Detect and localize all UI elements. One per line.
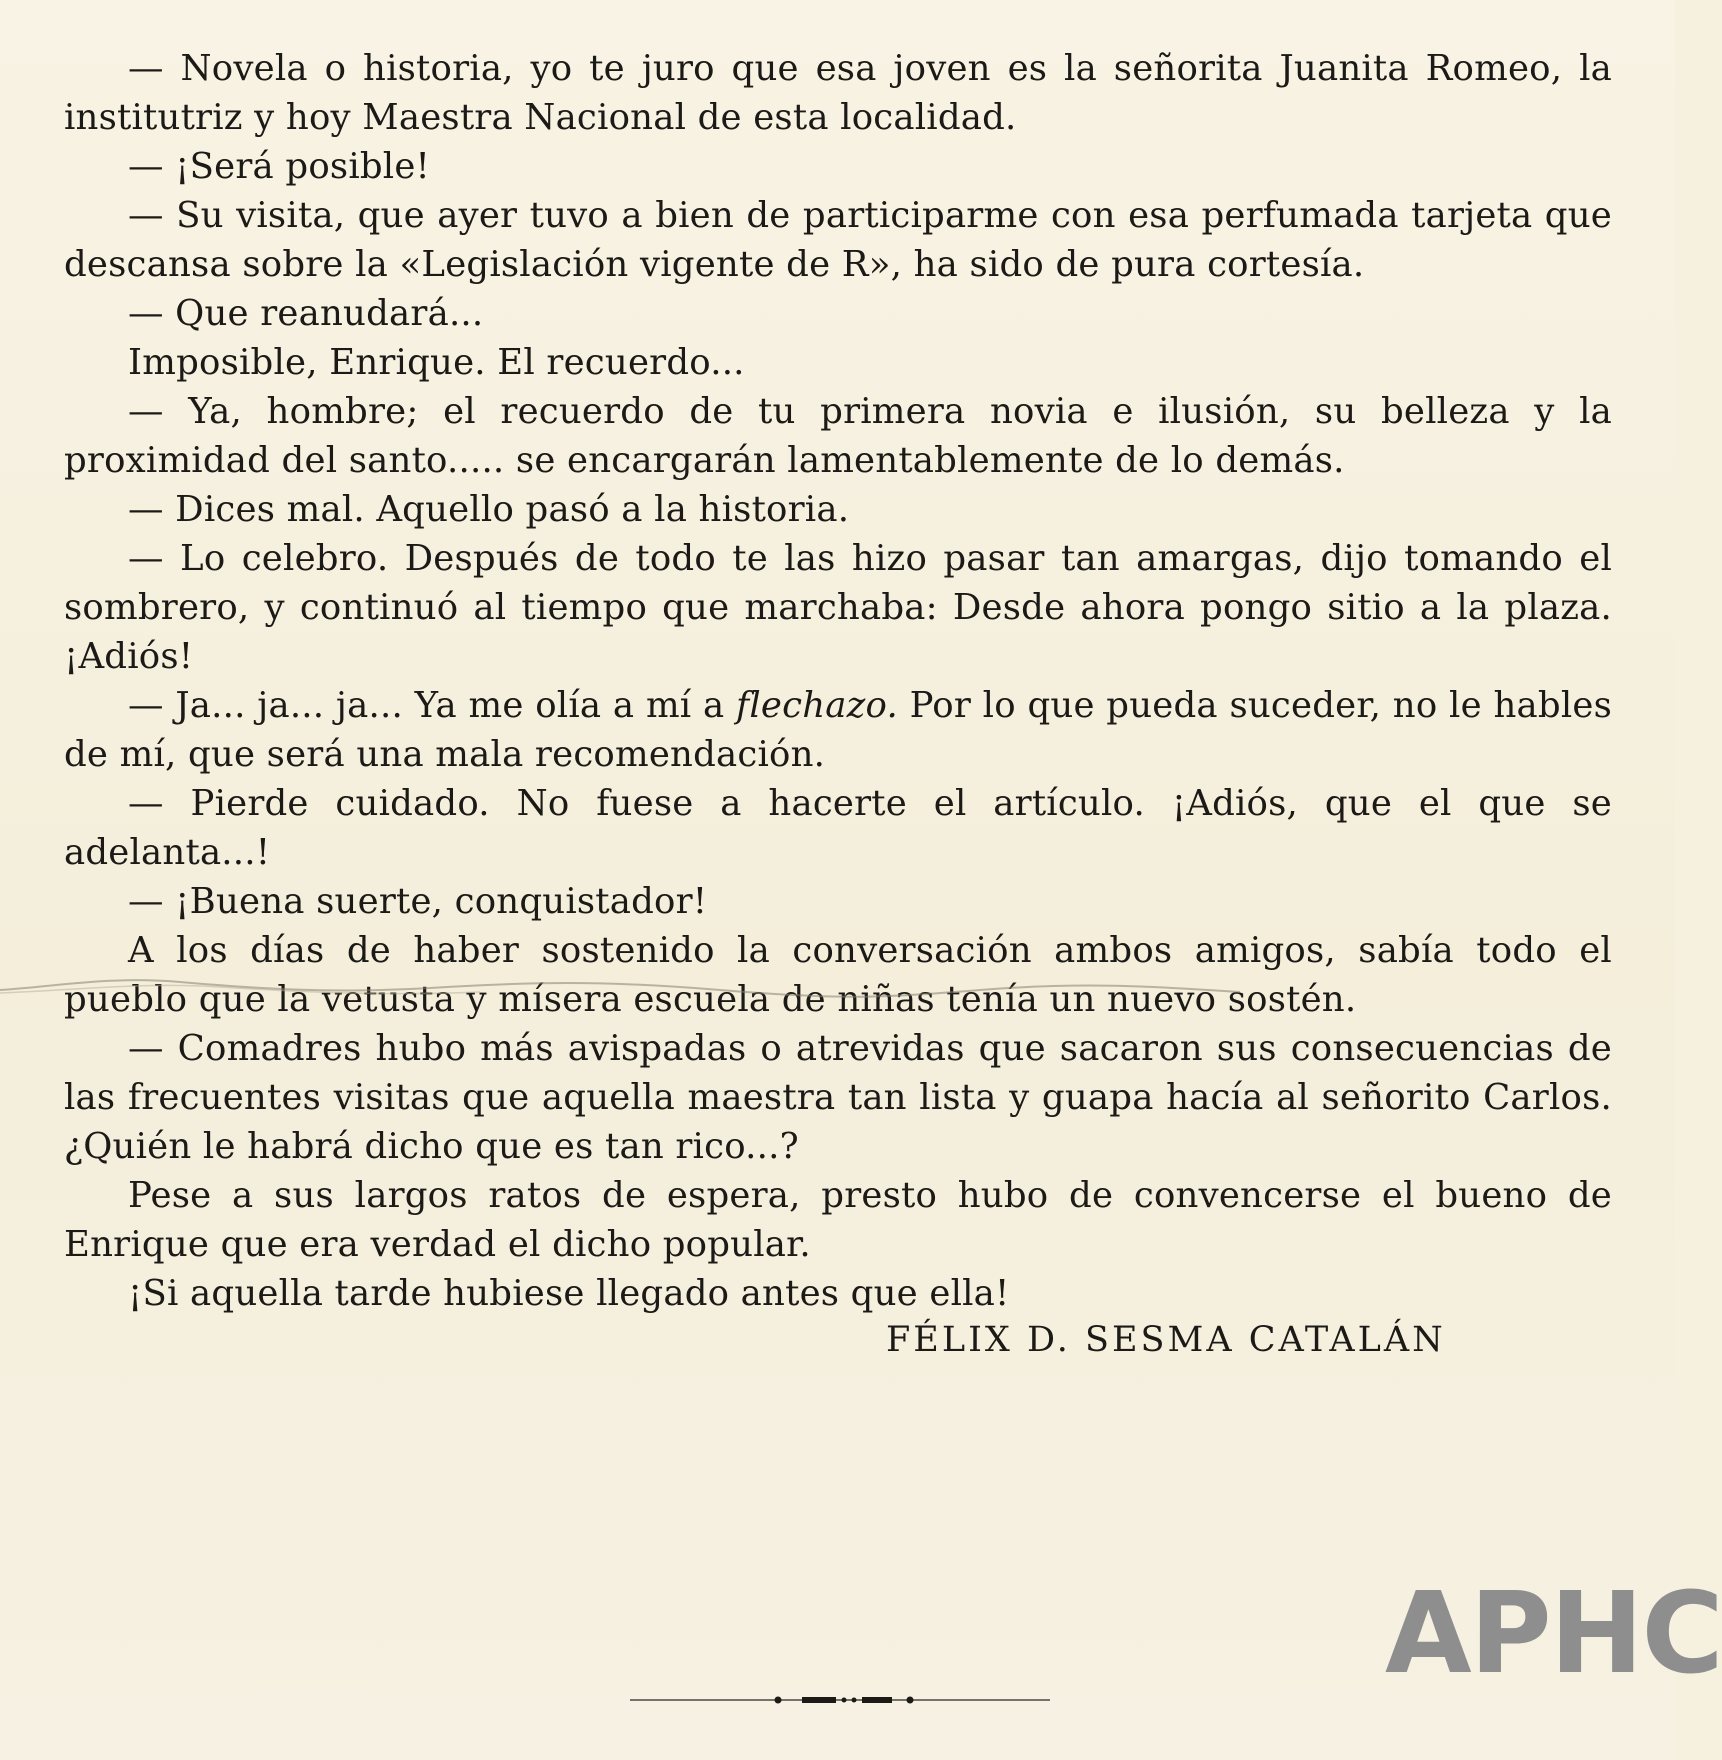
paragraph-6: — Ya, hombre; el recuerdo de tu primera novia e ilusión, su belleza y la proximidad del santo..... se encargarán lamentablemente de lo demás. — [64, 391, 1612, 481]
paragraph-4: — Que reanudará... — [128, 293, 484, 334]
author-signature: FÉLIX D. SESMA CATALÁN — [886, 1320, 1446, 1360]
paragraph-15: ¡Si aquella tarde hubiese llegado antes que ella! — [128, 1273, 1010, 1314]
paper-crease — [0, 968, 1675, 1008]
paragraph-13: — Comadres hubo más avispadas o atrevidas que sacaron sus consecuencias de las frecuentes visitas que aquella maestra tan lista y guapa hacía al señorito Carlos. ¿Quién le habrá dicho que es tan rico...? — [64, 1028, 1612, 1167]
divider-ornament — [630, 1688, 1050, 1712]
paragraph-5: Imposible, Enrique. El recuerdo... — [128, 342, 745, 383]
paragraph-2: — ¡Será posible! — [128, 146, 431, 187]
paragraph-3: — Su visita, que ayer tuvo a bien de participarme con esa perfumada tarjeta que descansa sobre la «Legislación vigente de R», ha sido de pura cortesía. — [64, 195, 1612, 285]
paragraph-9-italic-word: flechazo. — [736, 685, 898, 726]
article-body — [64, 44, 1612, 1318]
paragraph-7: — Dices mal. Aquello pasó a la historia. — [128, 489, 850, 530]
paragraph-1: — Novela o historia, yo te juro que esa joven es la señorita Juanita Romeo, la institutriz y hoy Maestra Nacional de esta localidad. — [64, 48, 1612, 138]
paragraph-10: — Pierde cuidado. No fuese a hacerte el artículo. ¡Adiós, que el que se adelanta...! — [64, 783, 1612, 873]
paragraph-9-start: — Ja... ja... ja... Ya me olía a mí a — [128, 685, 737, 726]
paragraph-9-end: Por lo que pueda suceder, no le hables de mí, que será una mala recomendación. — [64, 685, 1612, 775]
paragraph-9 — [64, 681, 1612, 779]
paragraph-11: — ¡Buena suerte, conquistador! — [128, 881, 708, 922]
paragraph-12: A los días de haber sostenido la conversación ambos amigos, sabía todo el pueblo que la vetusta y mísera escuela de niñas tenía un nuevo sostén. — [64, 930, 1612, 1020]
paragraph-8: — Lo celebro. Después de todo te las hizo pasar tan amargas, dijo tomando el sombrero, y continuó al tiempo que marchaba: Desde ahora pongo sitio a la plaza. ¡Adiós! — [64, 538, 1612, 677]
archive-watermark: APHC — [1385, 1569, 1722, 1699]
paragraph-14: Pese a sus largos ratos de espera, presto hubo de convencerse el bueno de Enrique que era verdad el dicho popular. — [64, 1175, 1612, 1265]
